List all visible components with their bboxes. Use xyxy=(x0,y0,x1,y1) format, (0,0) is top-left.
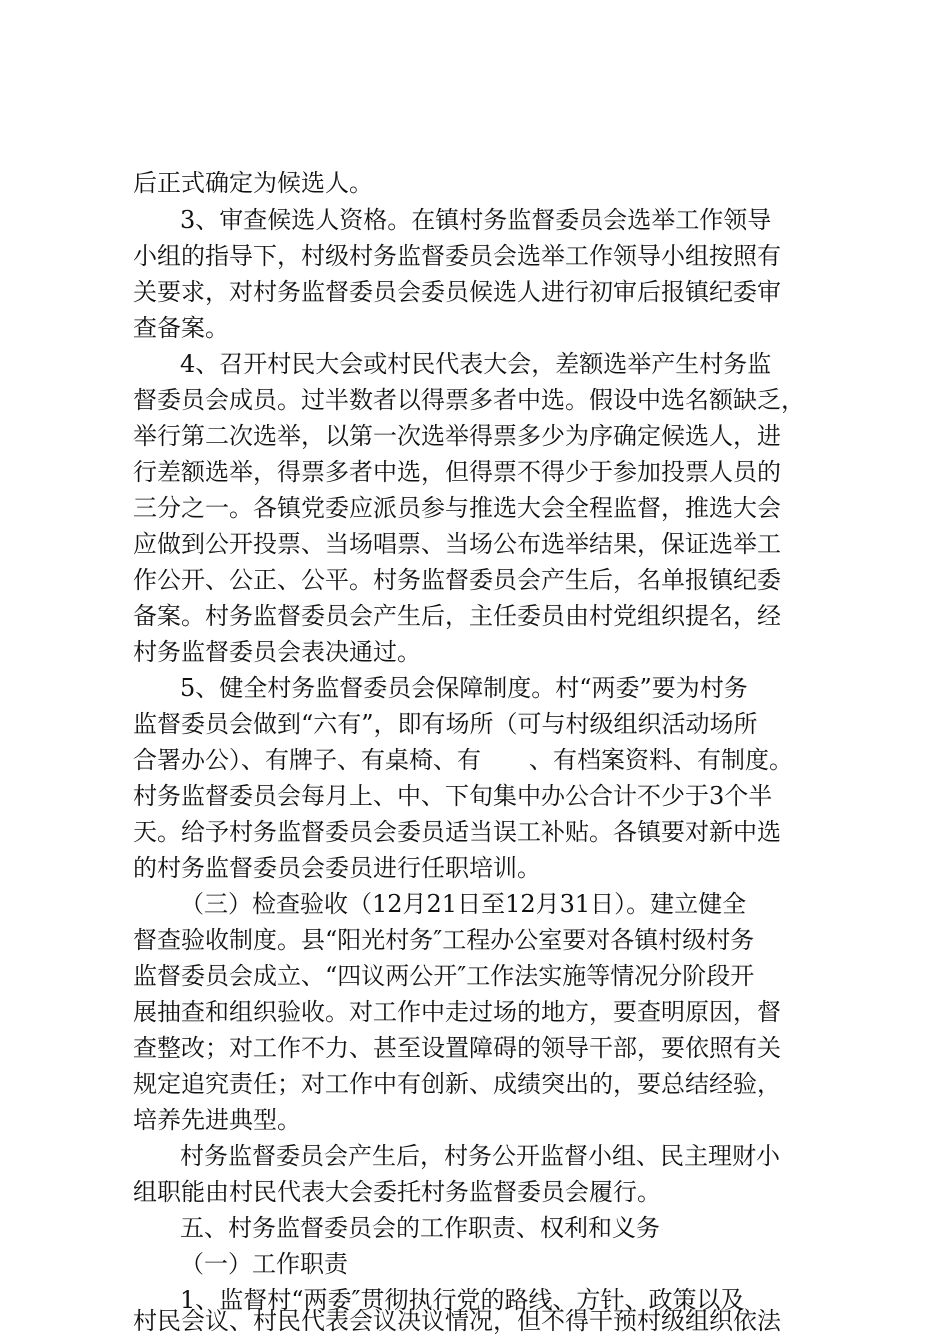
text-line: （一）工作职责 xyxy=(180,1250,348,1278)
text-line: 后正式确定为候选人。 xyxy=(133,169,373,197)
text-line: （三）检查验收（12月21日至12月31日）。建立健全 xyxy=(180,890,747,918)
text-line: 展抽查和组织验收。对工作中走过场的地方，要查明原因，督 xyxy=(133,998,781,1026)
text-line: 天。给予村务监督委员会委员适当误工补贴。各镇要对新中选 xyxy=(133,818,781,846)
text-line: 村务监督委员会产生后，村务公开监督小组、民主理财小 xyxy=(180,1142,780,1170)
text-line: 的村务监督委员会委员进行任职培训。 xyxy=(133,854,541,882)
text-line: 合署办公）、有牌子、有桌椅、有 、有档案资料、有制度。 xyxy=(133,746,793,774)
text-line: 规定追究责任；对工作中有创新、成绩突出的，要总结经验， xyxy=(133,1070,781,1098)
text-line: 督查验收制度。县“阳光村务″工程办公室要对各镇村级村务 xyxy=(133,926,755,954)
text-line: 查整改；对工作不力、甚至设置障碍的领导干部，要依照有关 xyxy=(133,1034,781,1062)
text-line: 查备案。 xyxy=(133,314,229,342)
text-line: 备案。村务监督委员会产生后，主任委员由村党组织提名，经 xyxy=(133,602,781,630)
text-line: 举行第二次选举，以第一次选举得票多少为序确定候选人，进 xyxy=(133,422,781,450)
text-line: 监督委员会成立、“四议两公开″工作法实施等情况分阶段开 xyxy=(133,962,755,990)
text-line: 村务监督委员会表决通过。 xyxy=(133,638,421,666)
text-line: 培养先进典型。 xyxy=(133,1106,301,1134)
text-line: 小组的指导下，村级村务监督委员会选举工作领导小组按照有 xyxy=(133,242,781,270)
text-line: 3、审查候选人资格。在镇村务监督委员会选举工作领导 xyxy=(180,206,772,234)
text-line: 三分之一。各镇党委应派员参与推选大会全程监督，推选大会 xyxy=(133,494,781,522)
text-line: 5、健全村务监督委员会保障制度。村“两委”要为村务 xyxy=(180,674,748,702)
text-line: 应做到公开投票、当场唱票、当场公布选举结果，保证选举工 xyxy=(133,530,781,558)
text-line: 作公开、公正、公平。村务监督委员会产生后，名单报镇纪委 xyxy=(133,566,781,594)
text-line: 行差额选举，得票多者中选，但得票不得少于参加投票人员的 xyxy=(133,458,781,486)
text-line: 4、召开村民大会或村民代表大会，差额选举产生村务监 xyxy=(180,350,772,378)
text-line: 监督委员会做到“六有”，即有场所（可与村级组织活动场所 xyxy=(133,710,758,738)
text-line: 村务监督委员会每月上、中、下旬集中办公合计不少于3个半 xyxy=(133,782,773,810)
text-line: 组职能由村民代表大会委托村务监督委员会履行。 xyxy=(133,1178,661,1206)
text-line: 五、村务监督委员会的工作职责、权利和义务 xyxy=(180,1214,660,1242)
text-line: 1、监督村“两委″贯彻执行党的路线、方针、政策以及 xyxy=(180,1286,745,1314)
text-line: 村民会议、村民代表会议决议情况，但不得干预村级组织依法 xyxy=(133,1307,781,1335)
text-line: 关要求，对村务监督委员会委员候选人进行初审后报镇纪委审 xyxy=(133,278,781,306)
text-line: 督委员会成员。过半数者以得票多者中选。假设中选名额缺乏， xyxy=(133,386,805,414)
